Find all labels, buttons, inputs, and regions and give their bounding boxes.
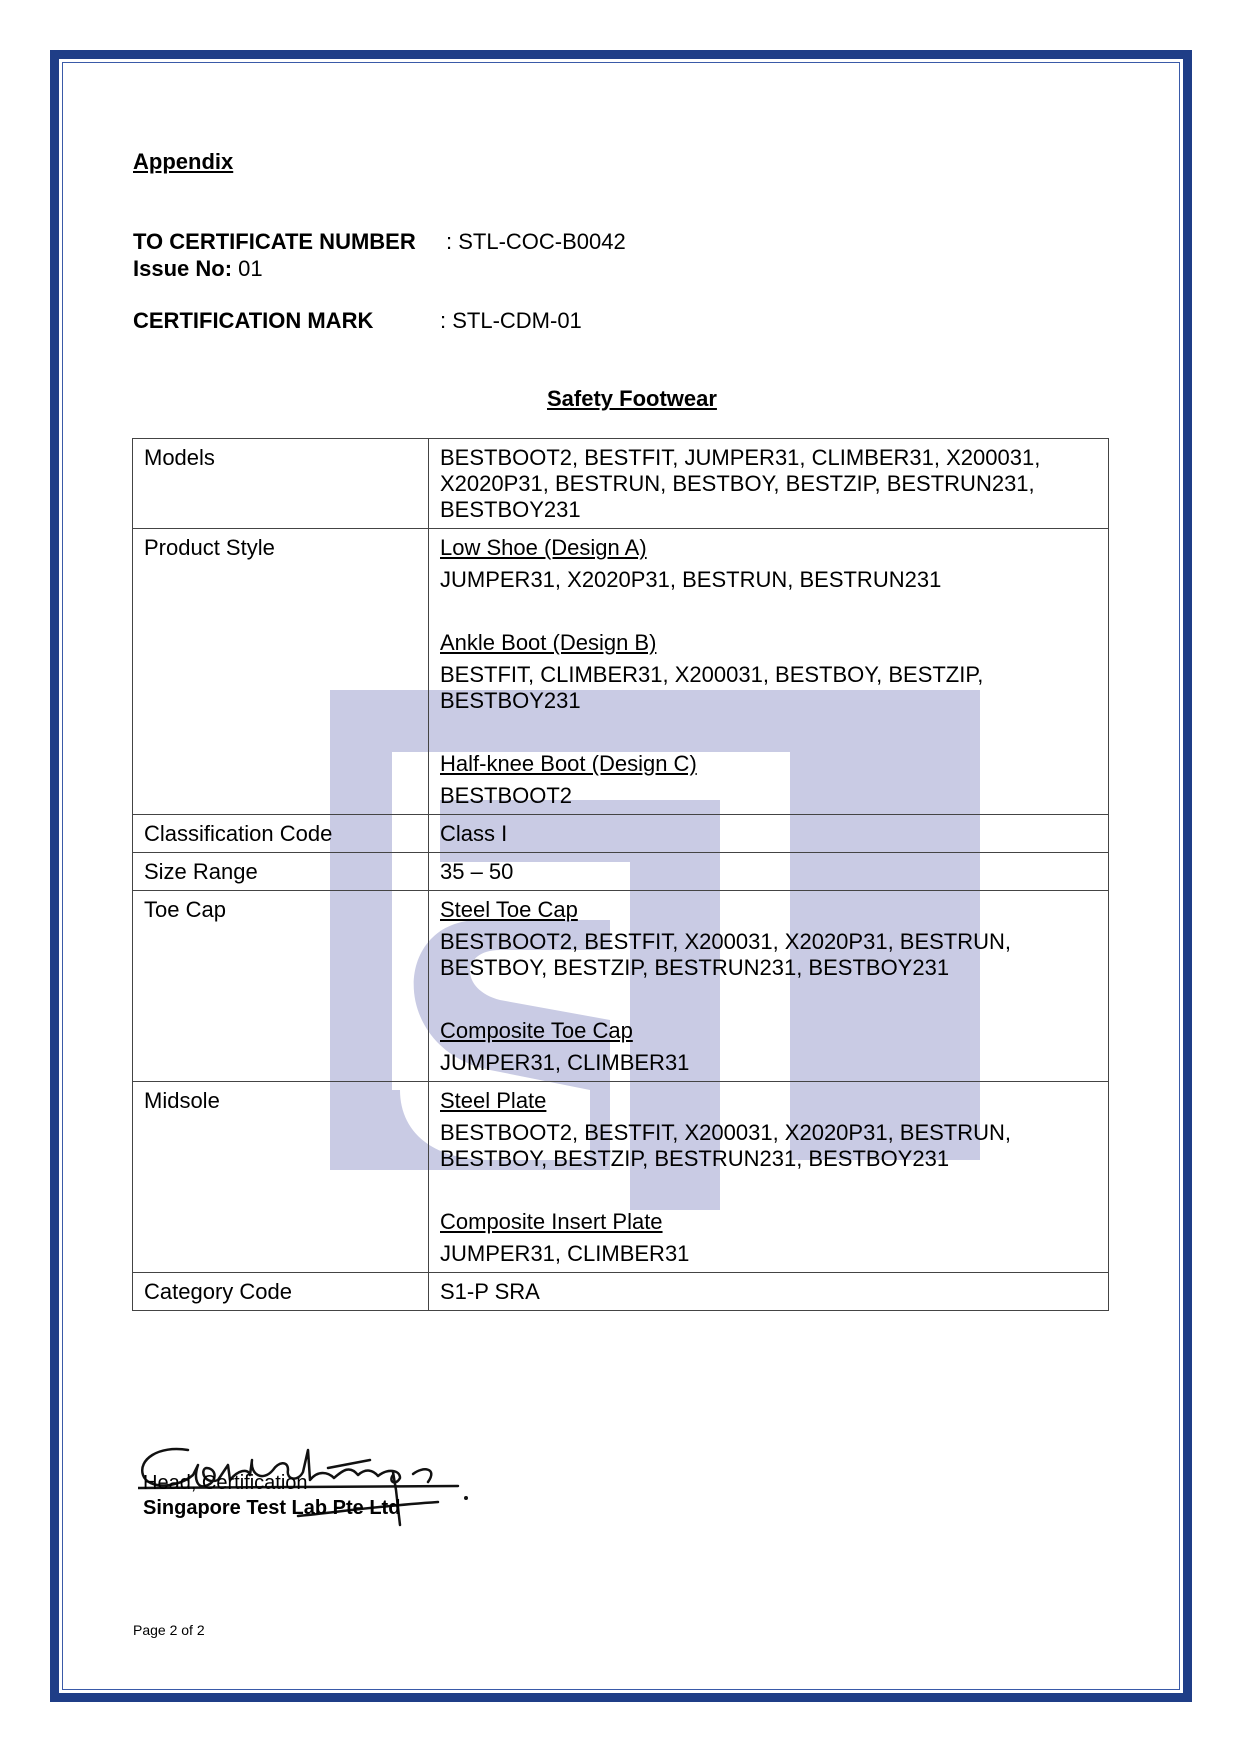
row-value: 35 – 50	[429, 853, 1109, 891]
section-title: Safety Footwear	[547, 386, 717, 411]
certification-mark-value: : STL-CDM-01	[440, 308, 582, 333]
toe-cap-group	[440, 1018, 1098, 1076]
certificate-number-value: : STL-COC-B0042	[446, 229, 626, 254]
row-value: BESTBOOT2, BESTFIT, JUMPER31, CLIMBER31, X200031, X2020P31, BESTRUN, BESTBOY, BESTZIP, BESTRUN231, BESTBOY231	[429, 439, 1109, 529]
group-title: Steel Toe Cap	[440, 897, 578, 922]
table-row-toe-cap	[133, 891, 1109, 1082]
certification-mark-label: CERTIFICATION MARK	[133, 308, 374, 333]
group-title: Composite Insert Plate	[440, 1209, 663, 1234]
row-label: Models	[133, 439, 429, 529]
specification-table	[132, 438, 1109, 1311]
row-label: Product Style	[133, 529, 429, 815]
table-row-product-style	[133, 529, 1109, 815]
certificate-number-label: TO CERTIFICATE NUMBER	[133, 229, 416, 254]
group-items: JUMPER31, X2020P31, BESTRUN, BESTRUN231	[440, 567, 942, 592]
signatory-title: Head, Certification	[143, 1472, 308, 1494]
style-group	[440, 535, 1098, 593]
row-value	[429, 891, 1109, 1082]
group-items: BESTBOOT2, BESTFIT, X200031, X2020P31, BESTRUN, BESTBOY, BESTZIP, BESTRUN231, BESTBOY231	[440, 929, 1012, 980]
group-items: BESTFIT, CLIMBER31, X200031, BESTBOY, BESTZIP, BESTBOY231	[440, 662, 984, 713]
style-group	[440, 630, 1098, 714]
row-value: Class I	[429, 815, 1109, 853]
row-label: Toe Cap	[133, 891, 429, 1082]
toe-cap-group	[440, 897, 1098, 981]
table-row-midsole	[133, 1082, 1109, 1273]
issue-number-value: 01	[238, 256, 263, 281]
group-title: Low Shoe (Design A)	[440, 535, 647, 560]
group-title: Ankle Boot (Design B)	[440, 630, 657, 655]
group-items: BESTBOOT2, BESTFIT, X200031, X2020P31, BESTRUN, BESTBOY, BESTZIP, BESTRUN231, BESTBOY231	[440, 1120, 1012, 1171]
midsole-group	[440, 1209, 1098, 1267]
group-items: JUMPER31, CLIMBER31	[440, 1050, 690, 1075]
row-value	[429, 529, 1109, 815]
issue-number-label: Issue No:	[133, 256, 233, 281]
group-title: Composite Toe Cap	[440, 1018, 633, 1043]
midsole-group	[440, 1088, 1098, 1172]
row-value: S1-P SRA	[429, 1273, 1109, 1311]
page-number: Page 2 of 2	[133, 1622, 205, 1638]
style-group	[440, 751, 1098, 809]
table-row-classification	[133, 815, 1109, 853]
row-label: Category Code	[133, 1273, 429, 1311]
signatory-organization: Singapore Test Lab Pte Ltd	[143, 1497, 401, 1519]
group-items: JUMPER31, CLIMBER31	[440, 1241, 690, 1266]
table-row-models	[133, 439, 1109, 529]
row-label: Classification Code	[133, 815, 429, 853]
group-title: Half-knee Boot (Design C)	[440, 751, 697, 776]
row-label: Midsole	[133, 1082, 429, 1273]
row-value	[429, 1082, 1109, 1273]
group-items: BESTBOOT2	[440, 783, 573, 808]
table-row-size-range	[133, 853, 1109, 891]
table-row-category	[133, 1273, 1109, 1311]
issue-number	[133, 256, 263, 282]
appendix-heading: Appendix	[133, 149, 234, 174]
group-title: Steel Plate	[440, 1088, 547, 1113]
row-label: Size Range	[133, 853, 429, 891]
